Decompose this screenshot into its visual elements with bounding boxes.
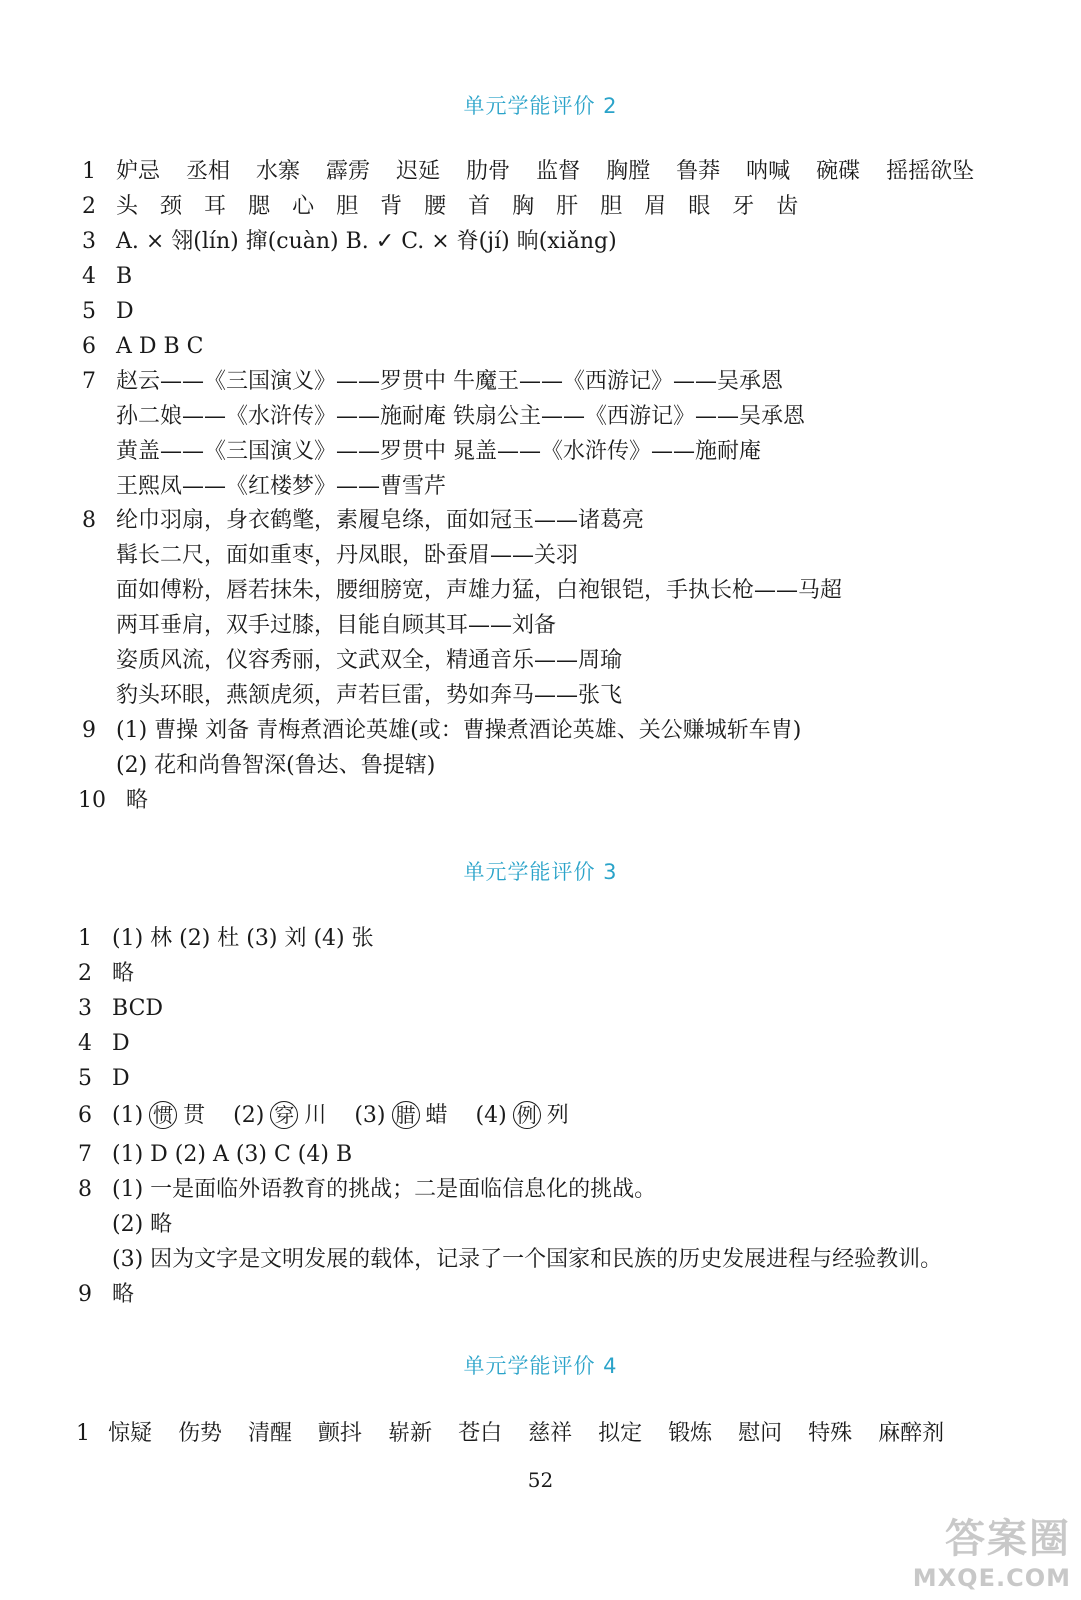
answer-text: D xyxy=(116,299,134,324)
answer-text: A D B C xyxy=(116,334,204,359)
answer-line: 孙二娘——《水浒传》——施耐庵 铁扇公主——《西游记》——吴承恩 xyxy=(116,404,805,429)
circled-char: 例 xyxy=(513,1101,541,1129)
word-item: 惊疑 xyxy=(108,1421,153,1446)
word-item: 伤势 xyxy=(178,1421,223,1446)
answer-line: (1) 一是面临外语教育的挑战；二是面临信息化的挑战。 xyxy=(112,1177,657,1202)
q-number: 5 xyxy=(78,1066,92,1091)
word-item: 眉 xyxy=(644,194,667,219)
word-item: 麻醉剂 xyxy=(878,1421,945,1446)
word-item: 肝 xyxy=(556,194,579,219)
circled-char: 腊 xyxy=(392,1101,420,1129)
watermark-line2: MXQE.COM xyxy=(912,1564,1071,1592)
word-item: 齿 xyxy=(776,194,799,219)
word-item: 耳 xyxy=(204,194,227,219)
section-title-4: 单元学能评价 4 xyxy=(463,1354,618,1378)
circled-char: 穿 xyxy=(270,1101,298,1129)
q-number: 6 xyxy=(78,1103,92,1128)
q-number: 1 xyxy=(78,926,92,951)
circled-char: 惯 xyxy=(149,1101,177,1129)
q-number: 7 xyxy=(78,1142,92,1167)
word-item: 颈 xyxy=(160,194,183,219)
word-list xyxy=(116,192,820,222)
q-number: 9 xyxy=(78,1282,92,1307)
answer-line: (1) 曹操 刘备 青梅煮酒论英雄(或：曹操煮酒论英雄、关公赚城斩车胄) xyxy=(116,718,802,743)
word-item: 头 xyxy=(116,194,139,219)
answer-line: 姿质风流，仪容秀丽，文武双全，精通音乐——周瑜 xyxy=(116,648,623,673)
word-item: 鲁莽 xyxy=(676,159,721,184)
circled-answers xyxy=(112,1101,569,1131)
answer-line: 纶巾羽扇，身衣鹤氅，素履皂绦，面如冠玉——诸葛亮 xyxy=(116,508,645,533)
answer-line: 髯长二尺，面如重枣，丹凤眼，卧蚕眉——关羽 xyxy=(116,543,579,568)
watermark-line1: 答案圈 xyxy=(945,1516,1071,1562)
section-title-3: 单元学能评价 3 xyxy=(463,860,618,884)
q-number: 5 xyxy=(82,299,96,324)
word-item: 妒忌 xyxy=(116,159,161,184)
word-item: 腰 xyxy=(424,194,447,219)
q-number: 1 xyxy=(76,1421,90,1446)
watermark-logo xyxy=(913,1507,1071,1592)
word-item: 颤抖 xyxy=(318,1421,363,1446)
answer-line: 赵云——《三国演义》——罗贯中 牛魔王——《西游记》——吴承恩 xyxy=(116,369,783,394)
word-item: 监督 xyxy=(536,159,581,184)
answer-text: (1) D (2) A (3) C (4) B xyxy=(112,1142,353,1167)
word-item: 心 xyxy=(292,194,315,219)
answer-text: A. × 翎(lín) 撺(cuàn) B. ✓ C. × 脊(jí) 晌(xiǎng) xyxy=(116,229,617,254)
q-number: 10 xyxy=(78,788,106,813)
word-item: 首 xyxy=(468,194,491,219)
word-item: 迟延 xyxy=(396,159,441,184)
word-item: 腮 xyxy=(248,194,271,219)
q-number: 9 xyxy=(82,718,96,743)
q-number: 7 xyxy=(82,369,96,394)
word-item: 摇摇欲坠 xyxy=(886,159,975,184)
word-item: 苍白 xyxy=(458,1421,503,1446)
item-label: (1) xyxy=(112,1103,144,1128)
answer-text: 略 xyxy=(112,961,135,986)
answer-line: (3) 因为文字是文明发展的载体，记录了一个国家和民族的历史发展进程与经验教训。 xyxy=(112,1247,943,1272)
q-number: 4 xyxy=(78,1031,92,1056)
word-item: 胆 xyxy=(600,194,623,219)
word-list xyxy=(108,1419,970,1449)
word-item: 水寨 xyxy=(256,159,301,184)
item-label: (4) xyxy=(475,1103,507,1128)
item-label: (3) xyxy=(354,1103,386,1128)
word-item: 肋骨 xyxy=(466,159,511,184)
answer-text: BCD xyxy=(112,996,164,1021)
answer-text: B xyxy=(116,264,133,289)
answer-char: 贯 xyxy=(183,1103,206,1128)
q-number: 2 xyxy=(82,194,96,219)
answer-text: D xyxy=(112,1031,130,1056)
answer-text: (1) 林 (2) 杜 (3) 刘 (4) 张 xyxy=(112,926,374,951)
answer-line: 王熙凤——《红楼梦》——曹雪芹 xyxy=(116,474,447,499)
word-item: 崭新 xyxy=(388,1421,433,1446)
answer-text: D xyxy=(112,1066,130,1091)
word-list xyxy=(116,157,1000,187)
answer-line: (2) 花和尚鲁智深(鲁达、鲁提辖) xyxy=(116,753,436,778)
q-number: 3 xyxy=(82,229,96,254)
section-title-2: 单元学能评价 2 xyxy=(463,94,618,118)
word-item: 牙 xyxy=(732,194,755,219)
answer-line: 面如傅粉，唇若抹朱，腰细膀宽，声雄力猛，白袍银铠，手执长枪——马超 xyxy=(116,578,843,603)
answer-line: 黄盖——《三国演义》——罗贯中 晁盖——《水浒传》——施耐庵 xyxy=(116,439,761,464)
word-item: 拟定 xyxy=(598,1421,643,1446)
q-number: 4 xyxy=(82,264,96,289)
word-item: 碗碟 xyxy=(816,159,861,184)
word-item: 慈祥 xyxy=(528,1421,573,1446)
answer-text: 略 xyxy=(112,1282,135,1307)
item-label: (2) xyxy=(233,1103,265,1128)
answer-line: (2) 略 xyxy=(112,1212,173,1237)
answer-char: 蜡 xyxy=(425,1103,448,1128)
page-number: 52 xyxy=(527,1468,554,1492)
word-item: 眼 xyxy=(688,194,711,219)
word-item: 霹雳 xyxy=(326,159,371,184)
answer-line: 两耳垂肩，双手过膝，目能自顾其耳——刘备 xyxy=(116,613,557,638)
word-item: 锻炼 xyxy=(668,1421,713,1446)
word-item: 背 xyxy=(380,194,403,219)
q-number: 6 xyxy=(82,334,96,359)
q-number: 8 xyxy=(78,1177,92,1202)
word-item: 清醒 xyxy=(248,1421,293,1446)
q-number: 8 xyxy=(82,508,96,533)
answer-line: 豹头环眼，燕颔虎须，声若巨雷，势如奔马——张飞 xyxy=(116,683,623,708)
word-item: 丞相 xyxy=(186,159,231,184)
answer-char: 列 xyxy=(546,1103,569,1128)
q-number: 2 xyxy=(78,961,92,986)
q-number: 3 xyxy=(78,996,92,1021)
word-item: 特殊 xyxy=(808,1421,853,1446)
answer-char: 川 xyxy=(304,1103,327,1128)
word-item: 胸膛 xyxy=(606,159,651,184)
word-item: 胆 xyxy=(336,194,359,219)
answer-text: 略 xyxy=(126,788,149,813)
word-item: 胸 xyxy=(512,194,535,219)
word-item: 慰问 xyxy=(738,1421,783,1446)
q-number: 1 xyxy=(82,159,96,184)
word-item: 呐喊 xyxy=(746,159,791,184)
